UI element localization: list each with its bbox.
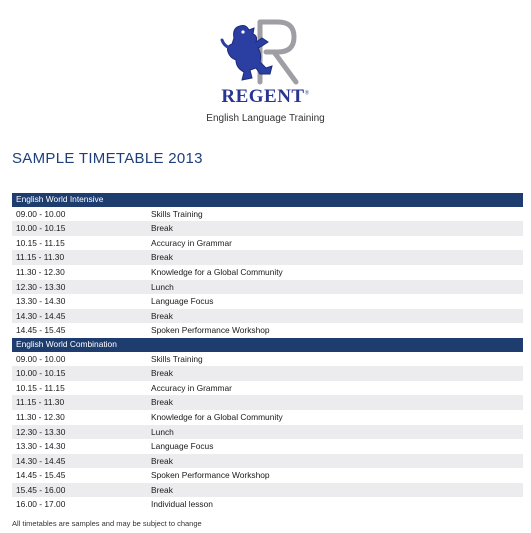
table-row	[12, 265, 523, 280]
table-row	[12, 309, 523, 324]
time-cell: 11.30 - 12.30	[12, 265, 147, 280]
lion-logo-icon	[216, 18, 316, 86]
time-cell: 14.45 - 15.45	[12, 323, 147, 338]
activity-cell: Knowledge for a Global Community	[147, 410, 523, 425]
brand-text: REGENT	[221, 86, 305, 107]
table-row	[12, 483, 523, 498]
table-row	[12, 207, 523, 222]
section-header	[12, 193, 523, 207]
activity-cell: Knowledge for a Global Community	[147, 265, 523, 280]
table-row	[12, 366, 523, 381]
activity-cell: Language Focus	[147, 294, 523, 309]
time-cell: 10.00 - 10.15	[12, 221, 147, 236]
table-row	[12, 454, 523, 469]
time-cell: 09.00 - 10.00	[12, 207, 147, 222]
page-title: SAMPLE TIMETABLE 2013	[12, 150, 203, 167]
activity-cell: Break	[147, 483, 523, 498]
activity-cell: Spoken Performance Workshop	[147, 468, 523, 483]
time-cell: 11.15 - 11.30	[12, 250, 147, 265]
activity-cell: Spoken Performance Workshop	[147, 323, 523, 338]
activity-cell: Break	[147, 309, 523, 324]
activity-cell: Accuracy in Grammar	[147, 381, 523, 396]
table-row	[12, 439, 523, 454]
time-cell: 13.30 - 14.30	[12, 439, 147, 454]
time-cell: 13.30 - 14.30	[12, 294, 147, 309]
time-cell: 10.00 - 10.15	[12, 366, 147, 381]
table-row	[12, 294, 523, 309]
logo	[0, 18, 531, 86]
section-title: English World Intensive	[12, 193, 523, 207]
time-cell: 14.30 - 14.45	[12, 309, 147, 324]
time-cell: 09.00 - 10.00	[12, 352, 147, 367]
table-row	[12, 352, 523, 367]
table-row	[12, 323, 523, 338]
time-cell: 12.30 - 13.30	[12, 425, 147, 440]
footnote: All timetables are samples and may be subject to change	[12, 519, 202, 528]
table-row	[12, 280, 523, 295]
brand-subtitle: English Language Training	[206, 113, 325, 124]
table-row	[12, 395, 523, 410]
time-cell: 10.15 - 11.15	[12, 236, 147, 251]
activity-cell: Skills Training	[147, 207, 523, 222]
activity-cell: Language Focus	[147, 439, 523, 454]
table-row	[12, 381, 523, 396]
table-row	[12, 468, 523, 483]
activity-cell: Lunch	[147, 425, 523, 440]
time-cell: 16.00 - 17.00	[12, 497, 147, 512]
activity-cell: Break	[147, 395, 523, 410]
activity-cell: Accuracy in Grammar	[147, 236, 523, 251]
registered-mark: ®	[304, 90, 310, 97]
brand-name	[0, 86, 531, 108]
table-row	[12, 425, 523, 440]
time-cell: 10.15 - 11.15	[12, 381, 147, 396]
table-row	[12, 410, 523, 425]
time-cell: 14.45 - 15.45	[12, 468, 147, 483]
time-cell: 11.30 - 12.30	[12, 410, 147, 425]
time-cell: 15.45 - 16.00	[12, 483, 147, 498]
table-row	[12, 497, 523, 512]
section-title: English World Combination	[12, 338, 523, 352]
section-header	[12, 338, 523, 352]
table-row	[12, 221, 523, 236]
activity-cell: Lunch	[147, 280, 523, 295]
activity-cell: Break	[147, 366, 523, 381]
timetable-body	[12, 193, 523, 512]
activity-cell: Skills Training	[147, 352, 523, 367]
time-cell: 14.30 - 14.45	[12, 454, 147, 469]
activity-cell: Individual lesson	[147, 497, 523, 512]
timetable	[12, 193, 523, 512]
activity-cell: Break	[147, 221, 523, 236]
table-row	[12, 250, 523, 265]
time-cell: 12.30 - 13.30	[12, 280, 147, 295]
time-cell: 11.15 - 11.30	[12, 395, 147, 410]
activity-cell: Break	[147, 250, 523, 265]
activity-cell: Break	[147, 454, 523, 469]
table-row	[12, 236, 523, 251]
